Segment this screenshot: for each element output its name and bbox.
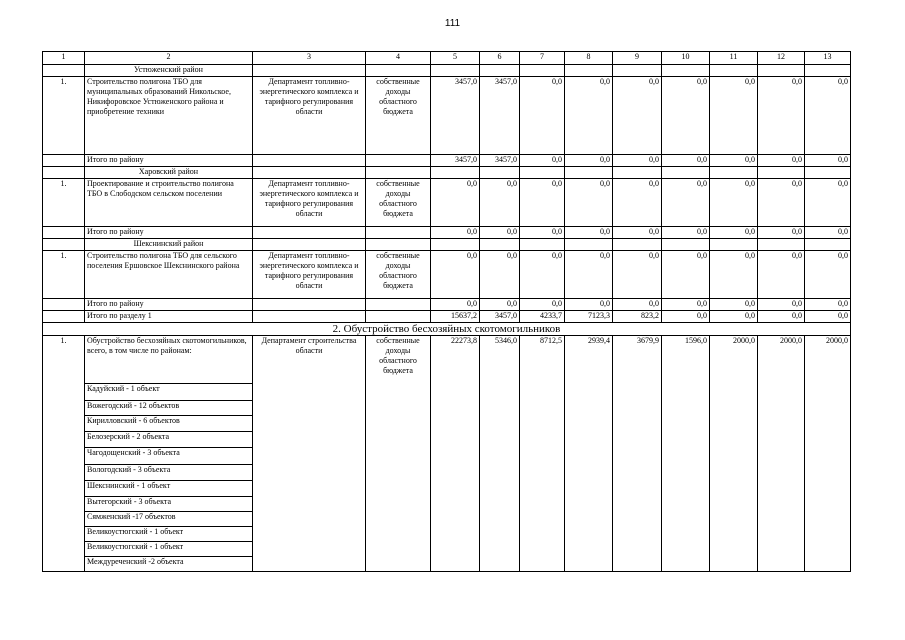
amount-cell: 2939,4 — [565, 336, 613, 572]
amount-cell: 3679,9 — [613, 336, 662, 572]
empty-cell — [480, 167, 520, 179]
total-label: Итого по району — [85, 227, 253, 239]
project-name: Строительство полигона ТБО для муниципальных образований Никольское, Никифоровское Устюженского района и приобретение техники — [85, 77, 253, 155]
amount-cell: 0,0 — [662, 77, 710, 155]
district-total-row — [43, 227, 851, 239]
empty-cell — [520, 167, 565, 179]
amount-cell: 0,0 — [565, 251, 613, 299]
amount-cell: 3457,0 — [480, 77, 520, 155]
column-number: 8 — [565, 52, 613, 65]
executor: Департамент строительства области — [253, 336, 366, 572]
empty-cell — [253, 239, 366, 251]
district-object-count: Сямженский -17 объектов — [85, 512, 253, 527]
amount-cell: 8712,5 — [520, 336, 565, 572]
amount-cell: 0,0 — [565, 179, 613, 227]
amount-cell: 0,0 — [565, 77, 613, 155]
total-amount: 0,0 — [431, 299, 480, 311]
funding-source: собственные доходы областного бюджета — [366, 251, 431, 299]
empty-cell — [366, 311, 431, 323]
amount-cell: 0,0 — [520, 179, 565, 227]
section-total-amount: 0,0 — [662, 311, 710, 323]
district-object-count: Великоустюгский - 1 объект — [85, 527, 253, 542]
empty-cell — [480, 239, 520, 251]
empty-cell — [431, 239, 480, 251]
empty-cell — [366, 227, 431, 239]
section-total-amount: 4233,7 — [520, 311, 565, 323]
empty-cell — [43, 155, 85, 167]
project-row — [43, 179, 851, 227]
total-amount: 0,0 — [613, 155, 662, 167]
total-amount: 0,0 — [520, 155, 565, 167]
district-object-count: Междуреченский -2 объекта — [85, 557, 253, 572]
row-number: 1. — [43, 77, 85, 155]
empty-cell — [613, 167, 662, 179]
empty-cell — [253, 311, 366, 323]
column-number: 13 — [805, 52, 851, 65]
amount-cell: 0,0 — [758, 77, 805, 155]
total-amount: 0,0 — [520, 227, 565, 239]
district-object-count: Вожегодский - 12 объектов — [85, 401, 253, 416]
district-object-count: Кирилловский - 6 объектов — [85, 416, 253, 432]
section-total-amount: 15637,2 — [431, 311, 480, 323]
amount-cell: 3457,0 — [431, 77, 480, 155]
total-amount: 0,0 — [710, 227, 758, 239]
empty-cell — [613, 239, 662, 251]
total-amount: 0,0 — [710, 155, 758, 167]
executor: Департамент топливно-энергетического комплекса и тарифного регулирования области — [253, 179, 366, 227]
empty-cell — [565, 167, 613, 179]
column-number: 4 — [366, 52, 431, 65]
district-object-count: Вытегорский - 3 объекта — [85, 497, 253, 512]
amount-cell: 0,0 — [710, 179, 758, 227]
column-number: 1 — [43, 52, 85, 65]
column-number: 7 — [520, 52, 565, 65]
total-amount: 0,0 — [613, 299, 662, 311]
project-name: Проектирование и строительство полигона ТБО в Слободском сельском поселении — [85, 179, 253, 227]
page-number: 111 — [444, 18, 461, 29]
district-row — [43, 167, 851, 179]
empty-cell — [366, 299, 431, 311]
amount-cell: 0,0 — [431, 179, 480, 227]
total-amount: 0,0 — [480, 227, 520, 239]
empty-cell — [758, 239, 805, 251]
amount-cell: 0,0 — [520, 77, 565, 155]
section-total-row — [43, 311, 851, 323]
empty-cell — [480, 65, 520, 77]
empty-cell — [253, 299, 366, 311]
total-amount: 0,0 — [662, 227, 710, 239]
total-amount: 0,0 — [758, 299, 805, 311]
amount-cell: 2000,0 — [805, 336, 851, 572]
section-total-amount: 3457,0 — [480, 311, 520, 323]
total-amount: 3457,0 — [431, 155, 480, 167]
total-amount: 0,0 — [565, 227, 613, 239]
empty-cell — [431, 65, 480, 77]
project-name: Обустройство бесхозяйных скотомогильников, всего, в том числе по районам: — [85, 336, 253, 384]
amount-cell: 0,0 — [662, 179, 710, 227]
empty-cell — [43, 239, 85, 251]
empty-cell — [43, 299, 85, 311]
total-amount: 0,0 — [520, 299, 565, 311]
total-amount: 0,0 — [480, 299, 520, 311]
empty-cell — [613, 65, 662, 77]
total-amount: 3457,0 — [480, 155, 520, 167]
amount-cell: 0,0 — [758, 179, 805, 227]
total-amount: 0,0 — [565, 155, 613, 167]
district-row — [43, 65, 851, 77]
program-table — [42, 51, 851, 572]
empty-cell — [520, 65, 565, 77]
district-object-count: Белозерский - 2 объекта — [85, 432, 253, 448]
column-number: 3 — [253, 52, 366, 65]
amount-cell: 2000,0 — [710, 336, 758, 572]
funding-source: собственные доходы областного бюджета — [366, 77, 431, 155]
total-amount: 0,0 — [758, 227, 805, 239]
total-label: Итого по району — [85, 155, 253, 167]
empty-cell — [253, 155, 366, 167]
empty-cell — [431, 167, 480, 179]
empty-cell — [758, 167, 805, 179]
column-number: 5 — [431, 52, 480, 65]
project-name: Строительство полигона ТБО для сельского поселения Ершовское Шекснинского района — [85, 251, 253, 299]
empty-cell — [43, 311, 85, 323]
project-row — [43, 77, 851, 155]
amount-cell: 0,0 — [613, 77, 662, 155]
district-row — [43, 239, 851, 251]
amount-cell: 0,0 — [613, 179, 662, 227]
empty-cell — [565, 239, 613, 251]
district-total-row — [43, 299, 851, 311]
district-object-count: Шекснинский - 1 объект — [85, 481, 253, 497]
empty-cell — [805, 65, 851, 77]
section-title-row — [43, 323, 851, 336]
row-number: 1. — [43, 251, 85, 299]
header-row — [43, 52, 851, 65]
district-object-count: Великоустюгский - 1 объект — [85, 542, 253, 557]
amount-cell: 0,0 — [805, 251, 851, 299]
column-number: 2 — [85, 52, 253, 65]
amount-cell: 0,0 — [520, 251, 565, 299]
section-total-amount: 7123,3 — [565, 311, 613, 323]
empty-cell — [253, 227, 366, 239]
empty-cell — [662, 65, 710, 77]
amount-cell: 1596,0 — [662, 336, 710, 572]
amount-cell: 0,0 — [710, 77, 758, 155]
empty-cell — [253, 167, 366, 179]
amount-cell: 0,0 — [431, 251, 480, 299]
empty-cell — [662, 239, 710, 251]
total-amount: 0,0 — [805, 299, 851, 311]
amount-cell: 0,0 — [480, 251, 520, 299]
total-amount: 0,0 — [431, 227, 480, 239]
amount-cell: 0,0 — [480, 179, 520, 227]
executor: Департамент топливно-энергетического комплекса и тарифного регулирования области — [253, 77, 366, 155]
empty-cell — [366, 65, 431, 77]
total-amount: 0,0 — [805, 227, 851, 239]
amount-cell: 0,0 — [662, 251, 710, 299]
empty-cell — [253, 65, 366, 77]
amount-cell: 5346,0 — [480, 336, 520, 572]
empty-cell — [366, 167, 431, 179]
column-number: 10 — [662, 52, 710, 65]
amount-cell: 0,0 — [613, 251, 662, 299]
column-number: 9 — [613, 52, 662, 65]
empty-cell — [43, 227, 85, 239]
total-amount: 0,0 — [662, 299, 710, 311]
empty-cell — [565, 65, 613, 77]
empty-cell — [710, 65, 758, 77]
total-amount: 0,0 — [662, 155, 710, 167]
section-total-label: Итого по разделу 1 — [85, 311, 253, 323]
empty-cell — [520, 239, 565, 251]
amount-cell: 0,0 — [710, 251, 758, 299]
empty-cell — [805, 239, 851, 251]
district-object-count: Вологодский - 3 объекта — [85, 465, 253, 481]
empty-cell — [662, 167, 710, 179]
funding-source: собственные доходы областного бюджета — [366, 179, 431, 227]
column-number: 11 — [710, 52, 758, 65]
section-total-amount: 0,0 — [805, 311, 851, 323]
executor: Департамент топливно-энергетического комплекса и тарифного регулирования области — [253, 251, 366, 299]
row-number: 1. — [43, 179, 85, 227]
district-name: Харовский район — [85, 167, 253, 179]
column-number: 6 — [480, 52, 520, 65]
section-total-amount: 823,2 — [613, 311, 662, 323]
empty-cell — [710, 239, 758, 251]
section-total-amount: 0,0 — [758, 311, 805, 323]
empty-cell — [366, 239, 431, 251]
empty-cell — [710, 167, 758, 179]
empty-cell — [366, 155, 431, 167]
row-number: 1. — [43, 336, 85, 572]
total-amount: 0,0 — [805, 155, 851, 167]
total-amount: 0,0 — [710, 299, 758, 311]
amount-cell: 2000,0 — [758, 336, 805, 572]
district-name: Шекснинский район — [85, 239, 253, 251]
empty-cell — [758, 65, 805, 77]
section-total-amount: 0,0 — [710, 311, 758, 323]
total-amount: 0,0 — [613, 227, 662, 239]
empty-cell — [805, 167, 851, 179]
funding-source: собственные доходы областного бюджета — [366, 336, 431, 572]
total-label: Итого по району — [85, 299, 253, 311]
total-amount: 0,0 — [758, 155, 805, 167]
district-object-count: Кадуйский - 1 объект — [85, 384, 253, 401]
project-row — [43, 336, 851, 384]
project-row — [43, 251, 851, 299]
district-name: Устюженский район — [85, 65, 253, 77]
district-object-count: Чагодощенский - 3 объекта — [85, 448, 253, 465]
amount-cell: 0,0 — [805, 77, 851, 155]
total-amount: 0,0 — [565, 299, 613, 311]
column-number: 12 — [758, 52, 805, 65]
amount-cell: 0,0 — [758, 251, 805, 299]
empty-cell — [43, 167, 85, 179]
amount-cell: 22273,8 — [431, 336, 480, 572]
district-total-row — [43, 155, 851, 167]
amount-cell: 0,0 — [805, 179, 851, 227]
empty-cell — [43, 65, 85, 77]
section-title: 2. Обустройство бесхозяйных скотомогильников — [43, 323, 851, 336]
